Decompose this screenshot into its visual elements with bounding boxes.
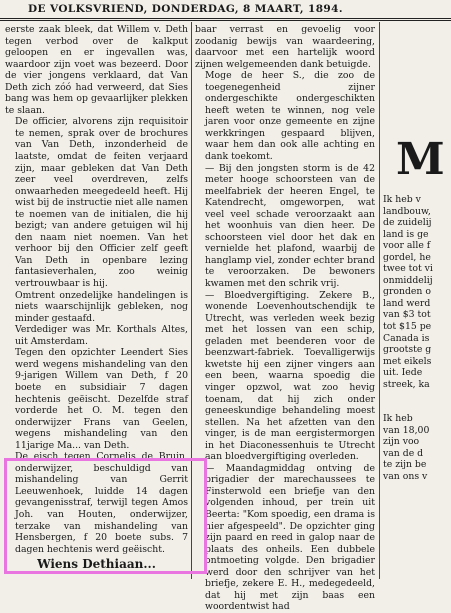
newspaper-masthead xyxy=(0,0,451,18)
section-heading: Wiens Dethiaan... xyxy=(37,557,156,572)
col3-line: met eikels xyxy=(383,355,432,367)
column-spacer xyxy=(383,24,451,146)
paragraph: — Bij den jongsten storm is de 42 meter hooge schoorsteen van de meelfabriek der heeren Engel, te Katendrecht, omgeworpen, wat veel veel schade veroorzaakt aan het woonhuis van dien heer. De schoorsteen viel door het dak en vernielde het plafond, waarbij de hanglamp viel, zonder echter brand te veroorzaken. De bewoners kwamen met den schrik vrij. xyxy=(205,162,375,290)
col3-line: van de d xyxy=(383,447,424,459)
masthead-rule-top xyxy=(0,18,451,19)
col3-line: twee tot vi xyxy=(383,263,433,275)
col3-line: voor alle f xyxy=(383,240,431,252)
col3-line: land is ge xyxy=(383,228,429,240)
large-heading-letter: M xyxy=(396,134,445,185)
paragraph: — Maandagmiddag ontving de brigadier der marechaussees te Finsterwold een briefje van den volgenden inhoud, per trein uit Beerta: "Kom spoedig, een drama is hier afgespeeld". De opzichter ging zijn paard en reed in galop naar de plaats des onheils. Een dubbele ontmoeting volgde. Den brigadier werd door den schrijver van het briefje, zekere E. H., medegedeeld, dat hij met zijn baas een woordentwist had xyxy=(205,462,375,613)
masthead-rule-bottom xyxy=(0,20,451,21)
column-spacer xyxy=(383,390,451,413)
paragraph: Moge de heer S., die zoo de toegenegenheid zijner ondergeschikte ondergeschikten heeft weten te winnen, nog vele jaren voor onze gemeente en zijne werkkringen gespaard blijven, waar hem dan ook alle achting en dank toekomt. xyxy=(205,70,375,163)
paragraph: baar verrast en gevoelig voor zoodanig bewijs van waardeering, daarvoor met een hartelijk woord zijnen welgemeenden dank betuigde. xyxy=(195,24,375,70)
paragraph-highlighted: De eisch tegen Cornelis de Bruin, onderwijzer, beschuldigd van mishandeling van Gerrit Leeuwenhoek, luidde 14 dagen gevangenisstraf, terwijl tegen Amos Joh. van Houten, onderwijzer, terzake van mishandeling van Hensbergen, f 20 boete subs. 7 dagen hechtenis werd geëischt. xyxy=(15,451,188,555)
col3-line: streek, ka xyxy=(383,378,430,390)
col3-line: Canada is xyxy=(383,332,430,344)
paragraph: Omtrent onzedelijke handelingen is niets waarschijnlijk gebleken, nog minder gestaafd. xyxy=(15,289,188,324)
col3-line: Ik heb xyxy=(383,413,413,425)
paragraph: Verdediger was Mr. Korthals Altes, uit Amsterdam. xyxy=(15,324,188,347)
col3-line: landbouw, xyxy=(383,205,431,217)
article-column-2 xyxy=(195,24,375,613)
col3-line: van ons v xyxy=(383,471,428,483)
paragraph: — Bloedvergiftiging. Zekere B., wonende Loevenhoutschendijk te Utrecht, was verleden week bezig met het lossen van een schip, geladen met beenderen voor de beenzwart-fabriek. Toevalligerwijs kwetste hij een zijner vingers aan een been, waarna spoedig die vinger opzwol, wat zoo hevig toenam, dat hij zich onder geneeskundige behandeling moest stellen. Na het afzetten van den vinger, is de man eergistermorgen in het Diaconessenhuis te Utrecht aan bloedvergiftiging overleden. xyxy=(205,289,375,463)
col3-line: zijn voo xyxy=(383,436,420,448)
masthead-title: DE VOLKSVRIEND, DONDERDAG, 8 MAART, 1894. xyxy=(28,3,343,15)
col3-line: onmiddelij xyxy=(383,274,433,286)
column-divider xyxy=(379,22,380,579)
col3-line: gordel, he xyxy=(383,251,431,263)
col3-line: te zijn be xyxy=(383,459,427,471)
paragraph: Tegen den opzichter Leendert Sies werd wegens mishandeling van den 9-jarigen Willem van Deth, f 20 boete en subsidiair 7 dagen hechtenis geëischt. Dezelfde straf vorderde het O. M. tegen den onderwijzer Frans van Geelen, wegens mishandeling van den 11jarige Ma... van Deth. xyxy=(15,347,188,451)
col3-line: van $3 tot xyxy=(383,309,431,321)
col3-line: van 18,00 xyxy=(383,424,430,436)
col3-line: de zuidelij xyxy=(383,217,432,229)
col3-line: uit. Iede xyxy=(383,367,423,379)
col3-line: gronden o xyxy=(383,286,431,298)
col3-line: Ik heb v xyxy=(383,194,421,205)
article-column-1 xyxy=(5,24,188,579)
col3-line: land werd xyxy=(383,297,431,309)
paragraph: eerste zaak bleek, dat Willem v. Deth tegen verbod over de kalkput geloopen en er ingevallen was, waardoor zijn voet was bezeerd. Door de vier jongens verklaard, dat Van Deth zich zóó had verweerd, dat Sies bang was hem op gevaarlijker plekken te slaan. xyxy=(5,24,188,116)
col3-line: tot $15 pe xyxy=(383,321,432,333)
col3-line: grootste g xyxy=(383,344,432,356)
column-divider xyxy=(191,22,192,579)
article-column-3 xyxy=(383,24,451,579)
paragraph: De officier, alvorens zijn requisitoir te nemen, sprak over de brochures van Van Deth, inzonderheid de laatste, omdat de feiten verjaard zijn, maar gebleken dat Van Deth zeer veel overdreven, zelfs onwaarheden meegedeeld heeft. Hij wist bij de instructie niet alle namen te noemen van de initialen, die hij bezigt; van andere getuigen wil hij den naam niet noemen. Van het verhoor bij den Officier zelf geeft Van Deth in openbare lezing fantasieverhalen, zoo weinig vertrouwbaar is hij. xyxy=(15,116,188,290)
